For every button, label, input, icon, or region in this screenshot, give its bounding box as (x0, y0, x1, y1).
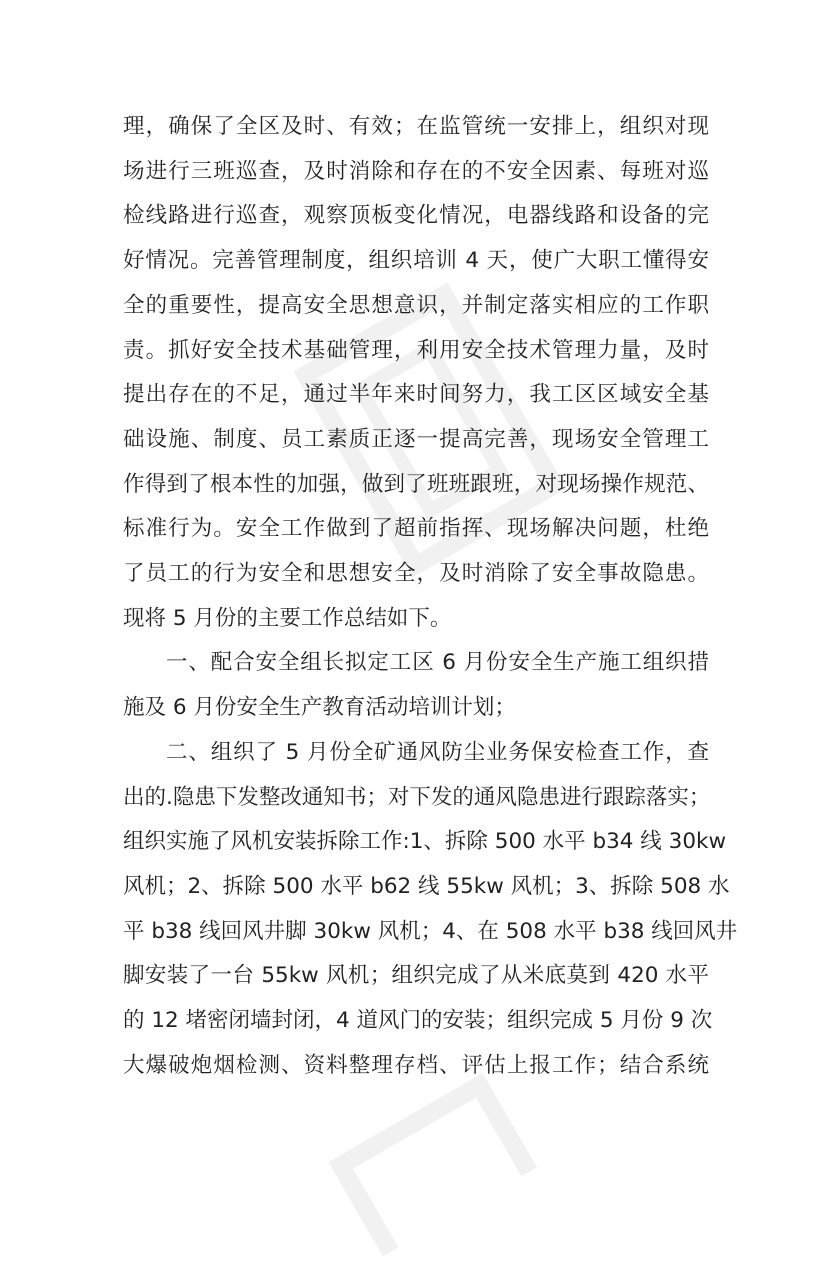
text-line: 好情况。完善管理制度，组织培训 4 天，使广大职工懂得安 (123, 248, 709, 274)
text-line: 了员工的行为安全和思想安全，及时消除了安全事故隐患。 (123, 561, 709, 586)
text-line: 出的.隐患下发整改通知书；对下发的通风隐患进行跟踪落实； (123, 784, 711, 810)
text-line: 脚安装了一台 55kw 风机；组织完成了从米底莫到 420 水平 (123, 963, 709, 989)
text-line: 础设施、制度、员工素质正逐一提高完善，现场安全管理工 (123, 426, 709, 452)
text-line: 组织实施了风机安装拆除工作:1、拆除 500 水平 b34 线 30kw (123, 829, 727, 855)
text-line: 提出存在的不足，通过半年来时间努力，我工区区域安全基 (123, 382, 709, 408)
text-line: 二、组织了 5 月份全矿通风防尘业务保安检查工作，查 (166, 739, 709, 765)
text-line: 施及 6 月份安全生产教育活动培训计划； (123, 695, 516, 721)
text-line: 标准行为。安全工作做到了超前指挥、现场解决问题，杜绝 (123, 516, 709, 542)
watermark-logo (313, 1058, 546, 1262)
text-line: 平 b38 线回风井脚 30kw 风机；4、在 508 水平 b38 线回风井 (123, 918, 738, 944)
text-line: 的 12 堵密闭墙封闭，4 道风门的安装；组织完成 5 月份 9 次 (123, 1008, 713, 1033)
text-line: 风机；2、拆除 500 水平 b62 线 55kw 风机；3、拆除 508 水 (123, 873, 730, 899)
text-line: 作得到了根本性的加强，做到了班班跟班，对现场操作规范、 (123, 471, 709, 497)
text-line: 场进行三班巡查，及时消除和存在的不安全因素、每班对巡 (123, 158, 709, 184)
text-line: 理，确保了全区及时、有效；在监管统一安排上，组织对现 (123, 114, 709, 139)
text-line: 大爆破炮烟检测、资料整理存档、评估上报工作；结合系统 (123, 1052, 709, 1078)
text-line: 全的重要性，提高安全思想意识，并制定落实相应的工作职 (123, 292, 709, 318)
text-line: 现将 5 月份的主要工作总结如下。 (123, 605, 452, 631)
text-line: 检线路进行巡查，观察顶板变化情况，电器线路和设备的完 (123, 203, 709, 229)
text-line: 责。抓好安全技术基础管理，利用安全技术管理力量，及时 (123, 337, 709, 363)
text-line: 一、配合安全组长拟定工区 6 月份安全生产施工组织措 (166, 650, 709, 676)
